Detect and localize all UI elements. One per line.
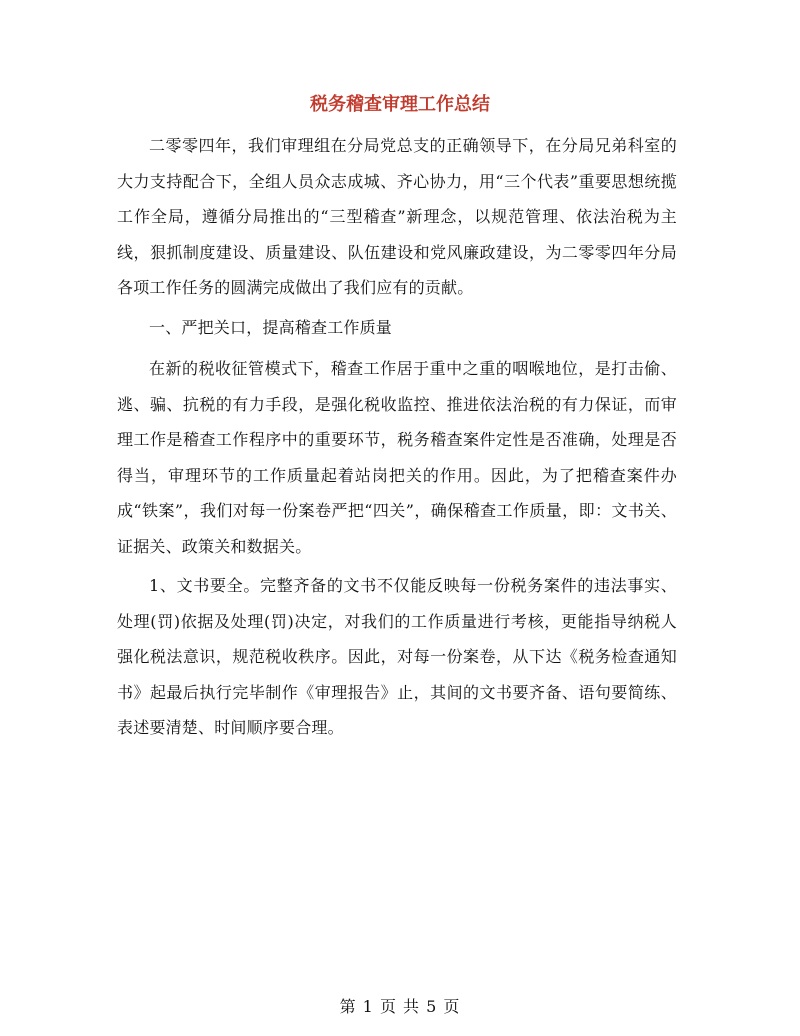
item-paragraph: 1、文书要全。完整齐备的文书不仅能反映每一份税务案件的违法事实、处理(罚)依据及处理(罚)决定，对我们的工作质量进行考核，更能指导纳税人强化税法意识，规范税收秩序。因此，对每一份案卷，从下达《税务检查通知书》起最后执行完毕制作《审理报告》止，其间的文书要齐备、语句要简练、表述要清楚、时间顺序要合理。	[117, 576, 677, 737]
section-heading: 一、严把关口，提高稽查工作质量	[149, 317, 393, 337]
intro-paragraph: 二零零四年，我们审理组在分局党总支的正确领导下，在分局兄弟科室的大力支持配合下，全组人员众志成城、齐心协力，用“三个代表”重要思想统揽工作全局，遵循分局推出的“三型稽查”新理念，以规范管理、依法治税为主线，狠抓制度建设、质量建设、队伍建设和党风廉政建设，为二零零四年分局各项工作任务的圆满完成做出了我们应有的贡献。	[117, 136, 677, 297]
document-body	[117, 128, 677, 750]
section-paragraph: 在新的税收征管模式下，稽查工作居于重中之重的咽喉地位，是打击偷、逃、骗、抗税的有力手段，是强化税收监控、推进依法治税的有力保证，而审理工作是稽查工作程序中的重要环节，税务稽查案件定性是否准确，处理是否得当，审理环节的工作质量起着站岗把关的作用。因此，为了把稽查案件办成“铁案”，我们对每一份案卷严把“四关”，确保稽查工作质量，即：文书关、证据关、政策关和数据关。	[117, 359, 677, 556]
page-number: 第 1 页 共 5 页	[339, 997, 461, 1016]
document-title: 税务稽查审理工作总结	[310, 94, 490, 115]
